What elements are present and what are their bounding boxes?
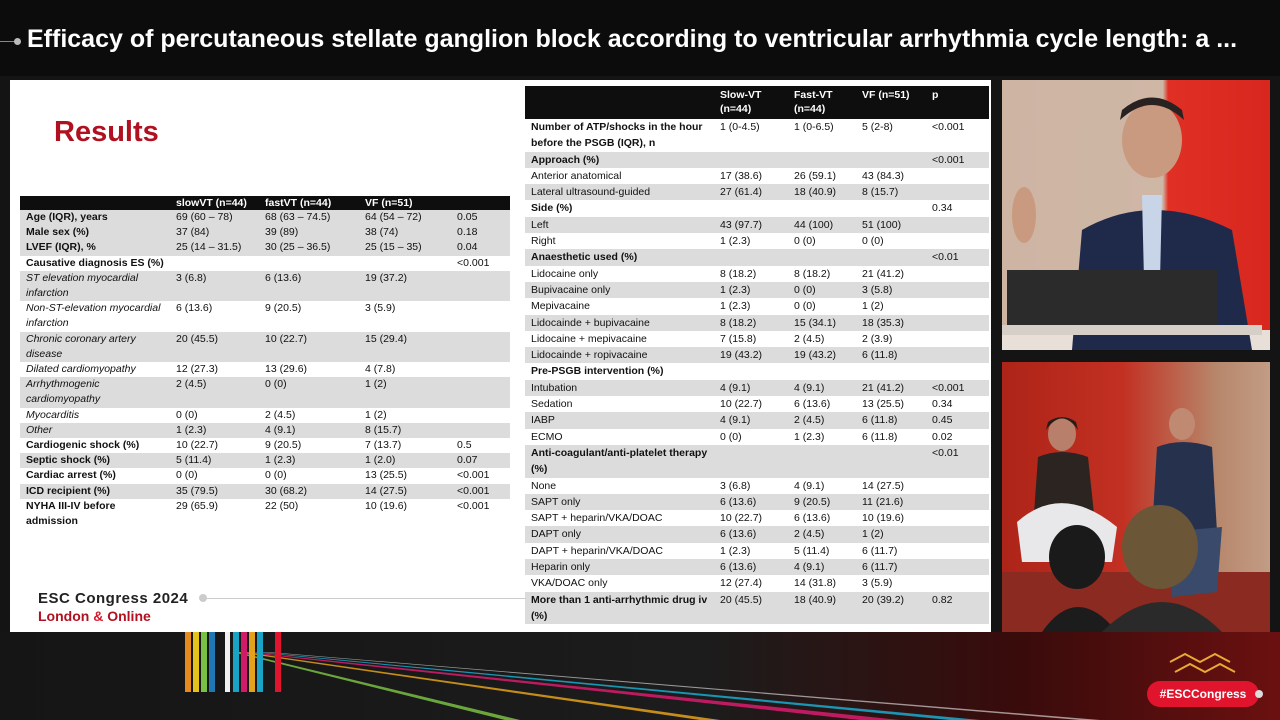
- table-cell: [926, 559, 989, 575]
- table-cell: [788, 445, 856, 478]
- table-cell: <0.001: [932, 121, 965, 133]
- row-label: Anti-coagulant/anti-platelet therapy (%): [525, 445, 714, 478]
- table-cell: 5 (11.4): [170, 453, 259, 468]
- column-header: VF (n=51): [856, 86, 926, 119]
- table-row: [525, 363, 989, 379]
- table-cell: [451, 423, 510, 438]
- table-cell: [926, 331, 989, 347]
- row-label: DAPT + heparin/VKA/DOAC: [531, 544, 663, 557]
- table-cell: 1 (2.3): [720, 544, 751, 557]
- row-label: Septic shock (%): [20, 453, 170, 468]
- table-row: [525, 559, 989, 575]
- video-title: Efficacy of percutaneous stellate ganglion block according to ventricular arrhythmia cycle length: a ...: [27, 25, 1238, 53]
- logo-online: Online: [107, 608, 151, 624]
- table-cell: [926, 217, 989, 233]
- row-label: Cardiac arrest (%): [26, 469, 116, 482]
- table-cell: <0.001: [457, 499, 490, 512]
- table-row: [20, 210, 510, 225]
- table-cell: 6 (13.6): [794, 512, 831, 525]
- table-cell: [926, 282, 989, 298]
- table-cell: <0.001: [451, 484, 510, 499]
- table-cell: 10 (22.7): [720, 512, 763, 525]
- table-cell: [856, 363, 926, 379]
- table-cell: 1 (2.3): [259, 453, 359, 468]
- row-label: Lidocainde + bupivacaine: [525, 315, 714, 331]
- table-cell: <0.001: [457, 469, 490, 482]
- table-cell: 4 (7.8): [365, 363, 396, 376]
- table-cell: 6 (11.7): [856, 559, 926, 575]
- slide-heading: Results: [54, 116, 159, 148]
- table-cell: [926, 233, 989, 249]
- row-label: Myocarditis: [26, 408, 80, 421]
- table-cell: 51 (100): [856, 217, 926, 233]
- title-bar-dot: [14, 38, 21, 45]
- table-cell: [451, 377, 510, 407]
- table-body: [525, 119, 989, 624]
- table-cell: 4 (9.1): [259, 423, 359, 438]
- table-cell: [451, 271, 510, 301]
- panel-figures: [1002, 362, 1270, 632]
- table-cell: 0 (0): [788, 282, 856, 298]
- table-row: [525, 298, 989, 314]
- table-cell: 25 (14 – 31.5): [170, 240, 259, 255]
- table-cell: [714, 445, 788, 478]
- column-header: Slow-VT (n=44): [714, 86, 788, 119]
- table-cell: [856, 152, 926, 168]
- table-row: [20, 438, 510, 453]
- row-label: Non-ST-elevation myocardial infarction: [26, 302, 161, 330]
- table-cell: [926, 526, 989, 542]
- row-label: ST elevation myocardial infarction: [20, 271, 170, 301]
- table-row: [20, 484, 510, 499]
- table-cell: 2 (4.5): [794, 332, 825, 345]
- table-row: [20, 225, 510, 240]
- row-label: Right: [531, 235, 556, 248]
- table-cell: 19 (43.2): [788, 347, 856, 363]
- table-cell: [856, 200, 926, 216]
- table-cell: 10 (19.6): [862, 512, 905, 525]
- column-header: [451, 196, 510, 210]
- row-label: DAPT only: [525, 526, 714, 542]
- color-stripes: [185, 632, 305, 720]
- row-label: Other: [20, 423, 170, 438]
- table-cell: 20 (39.2): [856, 592, 926, 625]
- table-cell: 18 (40.9): [788, 184, 856, 200]
- table-cell: [714, 363, 788, 379]
- table-cell: 0 (0): [862, 235, 884, 248]
- table-row: [525, 315, 989, 331]
- table-body: [20, 210, 510, 529]
- table-row: [525, 331, 989, 347]
- row-label: Sedation: [531, 398, 573, 411]
- table-cell: 10 (22.7): [720, 398, 763, 411]
- table-row: [525, 592, 989, 625]
- table-cell: 6 (11.7): [862, 544, 898, 557]
- table-cell: 15 (34.1): [788, 315, 856, 331]
- table-cell: 5 (2-8): [862, 121, 893, 133]
- table-row: [525, 478, 989, 494]
- table-cell: 10 (22.7): [176, 439, 219, 452]
- table-cell: [714, 200, 788, 216]
- table-cell: 1 (2.3): [714, 282, 788, 298]
- row-label: Lidocaine only: [531, 267, 599, 280]
- table-cell: 7 (15.8): [720, 332, 757, 345]
- hashtag-dot: [1255, 690, 1263, 698]
- table-row: [525, 494, 989, 510]
- table-cell: 0.45: [926, 412, 989, 428]
- table-row: [525, 412, 989, 428]
- table-cell: 10 (22.7): [259, 332, 359, 362]
- column-header: Fast-VT (n=44): [788, 86, 856, 119]
- row-label: Chronic coronary artery disease: [20, 332, 170, 362]
- table-cell: 39 (89): [259, 225, 359, 240]
- table-cell: 1 (2.3): [720, 235, 751, 248]
- table-cell: 43 (84.3): [862, 169, 905, 182]
- row-label: Lidocainde + ropivacaine: [525, 347, 714, 363]
- table-cell: 0.02: [932, 430, 953, 443]
- row-label: Arrhythmogenic cardiomyopathy: [20, 377, 170, 407]
- table-cell: [788, 363, 856, 379]
- row-label: Mepivacaine: [531, 300, 590, 313]
- table-cell: [170, 256, 259, 271]
- row-label: Bupivacaine only: [525, 282, 714, 298]
- table-row: [525, 200, 989, 216]
- table-row: [20, 240, 510, 255]
- table-cell: [926, 543, 989, 559]
- table-cell: 1 (2.3): [170, 423, 259, 438]
- table-cell: 17 (38.6): [720, 169, 763, 182]
- table-cell: [359, 256, 451, 271]
- table-cell: 27 (61.4): [714, 184, 788, 200]
- table-cell: 68 (63 – 74.5): [259, 210, 359, 225]
- table-row: [20, 408, 510, 423]
- table-cell: 15 (29.4): [359, 332, 451, 362]
- table-cell: 30 (68.2): [259, 484, 359, 499]
- table-cell: 14 (31.8): [794, 577, 837, 590]
- table-cell: 20 (45.5): [170, 332, 259, 362]
- table-cell: 14 (27.5): [359, 484, 451, 499]
- table-cell: [926, 510, 989, 526]
- table-cell: [714, 152, 788, 168]
- table-cell: 8 (18.2): [714, 315, 788, 331]
- table-cell: 1 (2.3): [794, 430, 825, 443]
- title-bar: [0, 0, 1280, 76]
- table-cell: <0.001: [926, 152, 989, 168]
- table-cell: 19 (43.2): [714, 347, 788, 363]
- column-header: [525, 86, 714, 119]
- table-row: [525, 380, 989, 396]
- table-cell: 0.05: [451, 210, 510, 225]
- table-cell: 3 (5.8): [856, 282, 926, 298]
- table-row: [20, 301, 510, 331]
- table-row: [525, 266, 989, 282]
- table-cell: 8 (15.7): [856, 184, 926, 200]
- table-row: [525, 217, 989, 233]
- table-header-row: [525, 86, 989, 119]
- table-cell: 29 (65.9): [176, 499, 219, 512]
- table-row: [20, 271, 510, 301]
- table-cell: 0.18: [451, 225, 510, 240]
- table-cell: 1 (2.0): [359, 453, 451, 468]
- table-row: [20, 377, 510, 407]
- table-cell: 13 (29.6): [265, 363, 308, 376]
- logo-line-2: [38, 608, 188, 624]
- table-row: [525, 526, 989, 542]
- table-cell: 30 (25 – 36.5): [259, 240, 359, 255]
- table-row: [525, 233, 989, 249]
- table-row: [20, 468, 510, 483]
- table-cell: 1 (2): [365, 408, 387, 421]
- table-cell: 0.34: [932, 398, 953, 411]
- table-cell: 5 (11.4): [794, 544, 830, 557]
- table-cell: 6 (13.6): [259, 271, 359, 301]
- table-cell: 14 (27.5): [862, 479, 905, 492]
- table-cell: [926, 168, 989, 184]
- table-cell: 0.07: [451, 453, 510, 468]
- table-cell: [714, 249, 788, 265]
- table-cell: [788, 152, 856, 168]
- row-label: IABP: [525, 412, 714, 428]
- table-cell: 6 (11.8): [856, 412, 926, 428]
- row-label: VKA/DOAC only: [531, 577, 608, 590]
- row-label: NYHA III-IV before admission: [26, 499, 116, 528]
- table-row: [20, 453, 510, 468]
- table-cell: [451, 362, 510, 377]
- speaker-camera-feed: [1002, 80, 1270, 350]
- table-cell: 4 (9.1): [794, 479, 825, 492]
- table-cell: 19 (37.2): [359, 271, 451, 301]
- table-cell: 0.04: [451, 240, 510, 255]
- table-cell: 38 (74): [359, 225, 451, 240]
- table-cell: 21 (41.2): [856, 380, 926, 396]
- table-cell: 1 (0-4.5): [720, 121, 760, 133]
- table-cell: 6 (13.6): [714, 526, 788, 542]
- row-label: SAPT + heparin/VKA/DOAC: [531, 512, 663, 525]
- column-header: VF (n=51): [359, 196, 451, 210]
- logo-ampersand: &: [93, 608, 104, 624]
- table-cell: [926, 315, 989, 331]
- table-cell: 21 (41.2): [862, 267, 905, 280]
- table-cell: 2 (4.5): [265, 408, 296, 421]
- table-cell: [926, 347, 989, 363]
- row-label: Dilated cardiomyopathy: [26, 363, 136, 376]
- table-row: [525, 510, 989, 526]
- table-cell: 2 (4.5): [788, 526, 856, 542]
- table-row: [20, 423, 510, 438]
- table-cell: 10 (19.6): [365, 499, 408, 512]
- table-cell: 0 (0): [794, 300, 816, 313]
- row-label: ICD recipient (%): [20, 484, 170, 499]
- table-cell: 3 (5.9): [862, 577, 893, 590]
- row-label: Side (%): [531, 202, 573, 215]
- table-cell: 4 (9.1): [714, 412, 788, 428]
- esc-congress-logo: [38, 590, 188, 624]
- table-cell: 2 (4.5): [170, 377, 259, 407]
- table-row: [525, 249, 989, 265]
- table-row: [525, 429, 989, 445]
- table-cell: 18 (35.3): [856, 315, 926, 331]
- table-cell: 0.82: [926, 592, 989, 625]
- table-cell: [926, 494, 989, 510]
- presentation-slide: [10, 80, 991, 632]
- column-header: slowVT (n=44): [170, 196, 259, 210]
- table-cell: 1 (2): [862, 300, 884, 313]
- row-label: Anaesthetic used (%): [525, 249, 714, 265]
- table-cell: 8 (18.2): [794, 267, 831, 280]
- table-cell: [926, 184, 989, 200]
- table-cell: 18 (40.9): [788, 592, 856, 625]
- table-row: [20, 256, 510, 271]
- table-cell: 1 (2): [359, 377, 451, 407]
- row-label: Cardiogenic shock (%): [26, 439, 140, 452]
- row-label: Number of ATP/shocks in the hour before the PSGB (IQR), n: [531, 121, 703, 150]
- hashtag-badge: #ESCCongress: [1147, 681, 1259, 707]
- table-cell: [259, 256, 359, 271]
- table-cell: 6 (11.8): [862, 430, 898, 443]
- table-cell: 1 (2.3): [720, 300, 751, 313]
- table-cell: 22 (50): [265, 499, 299, 512]
- table-cell: 12 (27.3): [176, 363, 219, 376]
- table-cell: 6 (13.6): [794, 398, 831, 411]
- table-cell: <0.001: [926, 380, 989, 396]
- table-cell: 1 (0-6.5): [794, 121, 834, 133]
- table-cell: 6 (11.8): [856, 347, 926, 363]
- table-cell: 2 (4.5): [788, 412, 856, 428]
- table-cell: 4 (9.1): [714, 380, 788, 396]
- table-cell: [926, 478, 989, 494]
- row-label: LVEF (IQR), %: [20, 240, 170, 255]
- table-cell: [856, 445, 926, 478]
- table-cell: <0.01: [926, 249, 989, 265]
- table-row: [525, 152, 989, 168]
- row-label: Intubation: [525, 380, 714, 396]
- table-cell: 8 (15.7): [359, 423, 451, 438]
- table-cell: 13 (25.5): [862, 398, 905, 411]
- branding-divider: [206, 598, 526, 599]
- table-cell: 3 (6.8): [720, 479, 751, 492]
- table-cell: 0 (0): [176, 408, 198, 421]
- row-label: More than 1 anti-arrhythmic drug iv (%): [525, 592, 714, 625]
- row-label: Male sex (%): [20, 225, 170, 240]
- table-cell: 37 (84): [170, 225, 259, 240]
- procedure-characteristics-table: [525, 86, 989, 624]
- table-cell: 2 (3.9): [862, 332, 893, 345]
- row-label: SAPT only: [525, 494, 714, 510]
- table-cell: 0.34: [932, 202, 953, 215]
- table-row: [525, 543, 989, 559]
- table-cell: [788, 200, 856, 216]
- table-cell: [788, 249, 856, 265]
- table-cell: <0.001: [457, 256, 490, 269]
- speaker-figure: [1002, 80, 1270, 350]
- table-row: [525, 445, 989, 478]
- table-cell: [926, 363, 989, 379]
- row-label: Age (IQR), years: [20, 210, 170, 225]
- table-cell: 11 (21.6): [856, 494, 926, 510]
- row-label: Pre-PSGB intervention (%): [531, 365, 664, 378]
- table-cell: [451, 408, 510, 423]
- table-cell: 6 (13.6): [714, 494, 788, 510]
- table-cell: 6 (13.6): [714, 559, 788, 575]
- table-cell: 4 (9.1): [788, 380, 856, 396]
- table-cell: 69 (60 – 78): [170, 210, 259, 225]
- table-cell: 0.5: [457, 439, 472, 452]
- table-cell: 8 (18.2): [720, 267, 757, 280]
- baseline-characteristics-table: [20, 196, 510, 529]
- table-cell: 6 (13.6): [176, 302, 213, 315]
- table-row: [525, 119, 989, 152]
- table-row: [20, 332, 510, 362]
- row-label: ECMO: [531, 430, 563, 443]
- logo-line-1: ESC Congress 2024: [38, 590, 189, 607]
- table-cell: 0 (0): [176, 469, 198, 482]
- table-cell: 0 (0): [720, 430, 742, 443]
- table-cell: 12 (27.4): [720, 577, 763, 590]
- column-header: [20, 196, 170, 210]
- table-cell: 43 (97.7): [714, 217, 788, 233]
- table-cell: 44 (100): [788, 217, 856, 233]
- table-cell: 25 (15 – 35): [359, 240, 451, 255]
- table-row: [525, 168, 989, 184]
- table-cell: [926, 266, 989, 282]
- table-header-row: [20, 196, 510, 210]
- row-label: Causative diagnosis ES (%): [26, 256, 164, 269]
- table-row: [525, 347, 989, 363]
- table-row: [525, 396, 989, 412]
- table-cell: 4 (9.1): [788, 559, 856, 575]
- table-cell: [926, 298, 989, 314]
- table-cell: 35 (79.5): [170, 484, 259, 499]
- row-label: None: [531, 479, 557, 492]
- logo-city: London: [38, 608, 90, 624]
- table-row: [20, 499, 510, 529]
- table-cell: [856, 249, 926, 265]
- table-cell: 9 (20.5): [265, 302, 302, 315]
- column-header: p: [926, 86, 989, 119]
- table-cell: 1 (2): [856, 526, 926, 542]
- row-label: Lateral ultrasound-guided: [525, 184, 714, 200]
- table-cell: [926, 575, 989, 591]
- table-cell: 9 (20.5): [265, 439, 302, 452]
- row-label: Heparin only: [525, 559, 714, 575]
- table-cell: <0.01: [926, 445, 989, 478]
- table-cell: 0 (0): [265, 469, 287, 482]
- table-cell: [451, 332, 510, 362]
- column-header: fastVT (n=44): [259, 196, 359, 210]
- table-cell: 3 (5.9): [365, 302, 396, 315]
- row-label: Anterior anatomical: [531, 169, 622, 182]
- table-cell: 0 (0): [794, 235, 816, 248]
- table-cell: 3 (6.8): [170, 271, 259, 301]
- table-cell: 26 (59.1): [794, 169, 837, 182]
- table-cell: 7 (13.7): [365, 439, 402, 452]
- table-row: [525, 184, 989, 200]
- panel-camera-feed: [1002, 362, 1270, 632]
- table-cell: 0 (0): [259, 377, 359, 407]
- table-cell: 9 (20.5): [788, 494, 856, 510]
- table-row: [525, 282, 989, 298]
- table-cell: 13 (25.5): [365, 469, 408, 482]
- row-label: Approach (%): [525, 152, 714, 168]
- row-label: Lidocaine + mepivacaine: [531, 332, 647, 345]
- table-cell: [451, 301, 510, 331]
- table-row: [20, 362, 510, 377]
- table-row: [525, 575, 989, 591]
- row-label: Left: [525, 217, 714, 233]
- table-cell: 20 (45.5): [714, 592, 788, 625]
- table-cell: 64 (54 – 72): [359, 210, 451, 225]
